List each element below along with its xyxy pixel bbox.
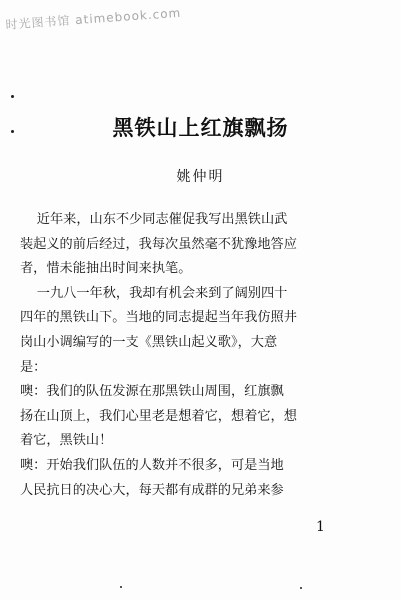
text-line: 一九八一年秋，我却有机会来到了阔别四十 (20, 285, 288, 301)
text-line: 岗山小调编写的一支《黑铁山起义歌》，大意 (20, 334, 278, 350)
scan-speck (11, 95, 14, 98)
text-line: 扬在山顶上，我们心里老是想着它，想着它，想 (20, 408, 297, 424)
author-name: 姚仲明 (176, 169, 225, 185)
watermark: 时光图书馆 atimebook.com (5, 5, 182, 32)
text-line: 是： (20, 359, 47, 375)
text-line: 噢：开始我们队伍的人数并不很多，可是当地 (20, 457, 284, 473)
text-line: 四年的黑铁山下。当地的同志提起当年我仿照井 (20, 310, 297, 326)
body-text (20, 208, 366, 503)
page-title: 黑铁山上红旗飘扬 (112, 116, 289, 140)
scan-speck (300, 587, 302, 589)
page-number: 1 (316, 519, 325, 535)
text-line: 着它，黑铁山！ (20, 433, 113, 449)
text-line: 噢：我们的队伍发源在那黑铁山周围，红旗飘 (20, 384, 284, 400)
text-line: 装起义的前后经过，我每次虽然毫不犹豫地答应 (20, 236, 297, 252)
text-line: 近年来，山东不少同志催促我写出黑铁山武 (20, 212, 288, 227)
text-line: 人民抗日的决心大，每天都有成群的兄弟来参 (20, 482, 284, 498)
text-line: 者，惜未能抽出时间来执笔。 (20, 261, 192, 277)
scan-speck (120, 586, 122, 588)
